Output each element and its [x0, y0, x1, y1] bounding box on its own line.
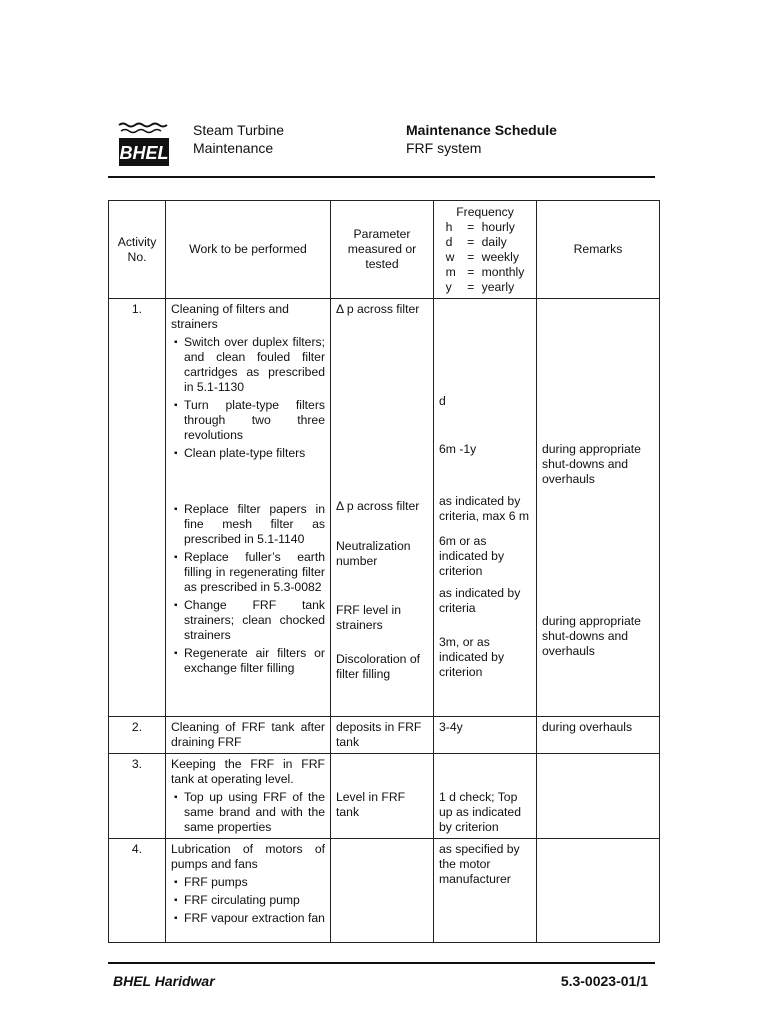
frequency-text: 6m or as indicated by criterion: [439, 534, 505, 578]
activity-no: 4.: [109, 839, 166, 943]
activity-no: 1.: [109, 299, 166, 717]
work-bullets: [171, 875, 325, 926]
frequency-text: 1 d check; Top up as indicated by criterion: [439, 790, 521, 834]
activity-no: 2.: [109, 717, 166, 754]
maintenance-schedule-table: [108, 200, 660, 943]
list-item: ▪ Switch over duplex filters; and clean fouled filter cartridges as prescribed in 5.1-1130: [171, 335, 325, 395]
work-cell: [166, 839, 331, 943]
legend-item: y = yearly: [445, 279, 515, 294]
footer-divider: [108, 962, 655, 964]
remarks-cell: during overhauls: [537, 717, 660, 754]
work-bullets: [171, 790, 325, 835]
frequency-text: d: [439, 394, 446, 408]
header-discipline: Steam Turbine: [193, 122, 285, 138]
parameter-cell: [331, 839, 434, 943]
table-row: [109, 839, 660, 943]
work-bullets: [171, 335, 325, 676]
parameter-text: Neutralization number: [336, 539, 411, 568]
frequency-text: as indicated by criteria: [439, 586, 521, 615]
frequency-legend: [446, 220, 525, 295]
header-category: Maintenance: [193, 140, 274, 156]
table-row: [109, 754, 660, 839]
work-title: Keeping the FRF in FRF tank at operating level.: [171, 757, 325, 786]
parameter-text: FRF level in strainers: [336, 603, 402, 632]
work-cell: [166, 754, 331, 839]
parameter-text: Discoloration of filter filling: [336, 652, 420, 681]
parameter-cell: [331, 754, 434, 839]
col-header-remarks: Remarks: [537, 201, 660, 299]
header-right: [406, 121, 557, 157]
remarks-text: during appropriate shut-downs and overhauls: [542, 442, 641, 486]
work-cell: [166, 299, 331, 717]
parameter-text: Level in FRF tank: [336, 790, 406, 819]
header-left: [193, 121, 284, 157]
footer-document-number: 5.3-0023-01/1: [560, 973, 648, 989]
document-subtitle: FRF system: [406, 140, 482, 156]
list-item: ▪ Turn plate-type filters through two three revolutions: [171, 398, 325, 443]
remarks-cell: [537, 299, 660, 717]
work-cell: Cleaning of FRF tank after draining FRF: [166, 717, 331, 754]
table-row: [109, 299, 660, 717]
bhel-logo: [117, 121, 171, 168]
col-header-frequency: [434, 201, 537, 299]
logo-text: BHEL: [119, 143, 169, 163]
list-item: ▪ FRF circulating pump: [171, 893, 325, 908]
frequency-cell: 3-4y: [434, 717, 537, 754]
frequency-title: Frequency: [456, 204, 514, 219]
remarks-cell: [537, 839, 660, 943]
frequency-cell: [434, 299, 537, 717]
footer-company: BHEL Haridwar: [113, 973, 215, 989]
parameter-cell: deposits in FRF tank: [331, 717, 434, 754]
col-header-work: Work to be performed: [166, 201, 331, 299]
legend-item: d = daily: [445, 234, 507, 249]
work-title: Lubrication of motors of pumps and fans: [171, 842, 325, 871]
frequency-cell: as specified by the motor manufacturer: [434, 839, 537, 943]
list-item: ▪ FRF vapour extraction fan: [171, 911, 325, 926]
activity-no: 3.: [109, 754, 166, 839]
list-item: ▪ Change FRF tank strainers; clean chocked strainers: [171, 598, 325, 643]
document-title: Maintenance Schedule: [406, 122, 557, 138]
list-item: ▪ Replace fuller’s earth filling in regenerating filter as prescribed in 5.3-0082: [171, 550, 325, 595]
table-header-row: [109, 201, 660, 299]
remarks-cell: [537, 754, 660, 839]
frequency-text: 3m, or as indicated by criterion: [439, 635, 505, 679]
parameter-text: Δ p across filter: [336, 302, 420, 316]
list-item: ▪ Top up using FRF of the same brand and with the same properties: [171, 790, 325, 835]
list-item: ▪ FRF pumps: [171, 875, 325, 890]
legend-item: m = monthly: [445, 264, 525, 279]
header-divider: [108, 176, 655, 178]
legend-item: h = hourly: [445, 219, 515, 234]
list-item: ▪ Replace filter papers in fine mesh filter as prescribed in 5.1-1140: [171, 502, 325, 547]
col-header-parameter: Parameter measured or tested: [331, 201, 434, 299]
parameter-cell: [331, 299, 434, 717]
frequency-cell: [434, 754, 537, 839]
col-header-activity: Activity No.: [109, 201, 166, 299]
work-title: Cleaning of filters and strainers: [171, 302, 289, 331]
parameter-text: Δ p across filter: [336, 499, 420, 513]
legend-item: w = weekly: [445, 249, 519, 264]
list-item: ▪ Clean plate-type filters: [171, 446, 325, 461]
frequency-text: as indicated by criteria, max 6 m: [439, 494, 530, 523]
remarks-text: during appropriate shut-downs and overhauls: [542, 614, 641, 658]
table-row: [109, 717, 660, 754]
list-item: ▪ Regenerate air filters or exchange filter filling: [171, 646, 325, 676]
frequency-text: 6m -1y: [439, 442, 477, 456]
